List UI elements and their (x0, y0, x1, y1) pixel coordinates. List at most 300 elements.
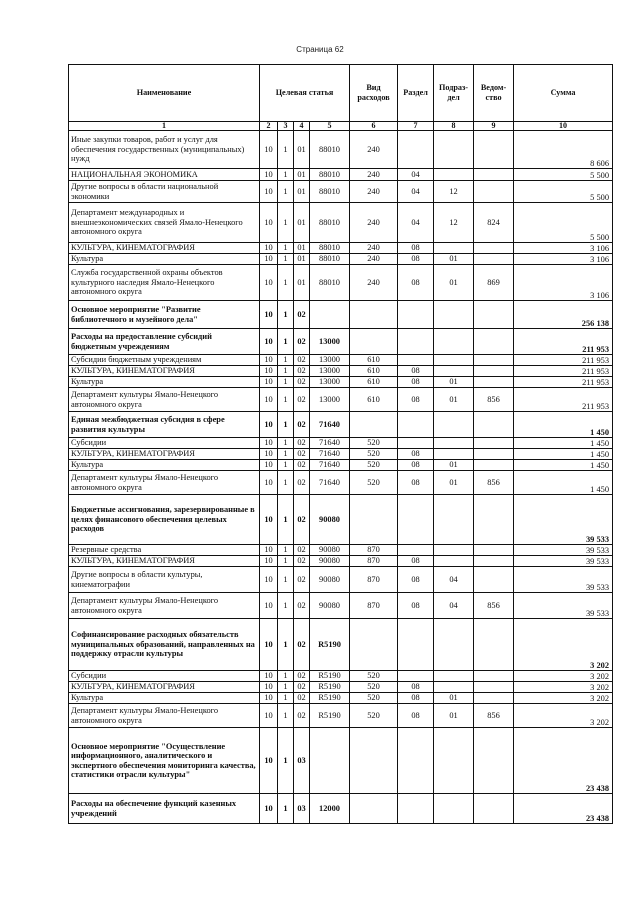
row-subsection (434, 243, 474, 254)
row-target-direction: 71640 (310, 412, 350, 438)
row-sum: 211 953 (514, 355, 613, 366)
row-department: 869 (474, 265, 514, 301)
row-target-event: 01 (294, 131, 310, 169)
table-row (69, 704, 613, 728)
row-target-event: 03 (294, 728, 310, 794)
row-target-direction: 13000 (310, 388, 350, 412)
row-target-event: 02 (294, 556, 310, 567)
row-target-subprogram: 1 (278, 704, 294, 728)
row-expense-type: 240 (350, 203, 398, 243)
row-target-event: 02 (294, 704, 310, 728)
row-sum: 1 450 (514, 471, 613, 495)
row-target-direction: 88010 (310, 265, 350, 301)
row-name: Культура (69, 460, 260, 471)
row-target-program: 10 (260, 366, 278, 377)
table-row (69, 567, 613, 593)
header-target: Целевая статья (260, 65, 350, 122)
row-department (474, 243, 514, 254)
row-subsection: 01 (434, 704, 474, 728)
row-section (398, 545, 434, 556)
row-target-event: 02 (294, 449, 310, 460)
row-target-event: 02 (294, 438, 310, 449)
row-sum: 39 533 (514, 545, 613, 556)
row-sum: 5 500 (514, 181, 613, 203)
row-target-event: 02 (294, 619, 310, 671)
table-row (69, 366, 613, 377)
row-department (474, 169, 514, 181)
row-target-subprogram: 1 (278, 671, 294, 682)
row-name: Департамент культуры Ямало-Ненецкого автономного округа (69, 704, 260, 728)
row-expense-type: 240 (350, 169, 398, 181)
row-subsection (434, 545, 474, 556)
row-section: 08 (398, 377, 434, 388)
row-subsection: 01 (434, 265, 474, 301)
row-department (474, 366, 514, 377)
table-row (69, 693, 613, 704)
row-target-program: 10 (260, 169, 278, 181)
row-name: Субсидии бюджетным учреждениям (69, 355, 260, 366)
row-target-direction: 90080 (310, 593, 350, 619)
table-row (69, 449, 613, 460)
row-target-program: 10 (260, 471, 278, 495)
row-expense-type: 520 (350, 704, 398, 728)
row-sum: 8 606 (514, 131, 613, 169)
column-number: 10 (514, 122, 613, 131)
row-target-direction: R5190 (310, 682, 350, 693)
header-name: Наименование (69, 65, 260, 122)
table-row (69, 671, 613, 682)
column-number: 2 (260, 122, 278, 131)
row-target-direction: 13000 (310, 377, 350, 388)
row-section (398, 329, 434, 355)
row-sum: 3 202 (514, 693, 613, 704)
row-target-subprogram: 1 (278, 203, 294, 243)
row-target-program: 10 (260, 438, 278, 449)
row-department (474, 619, 514, 671)
header-section: Раздел (398, 65, 434, 122)
table-row (69, 556, 613, 567)
row-target-event: 01 (294, 169, 310, 181)
row-section (398, 438, 434, 449)
row-target-direction: 90080 (310, 567, 350, 593)
table-row (69, 181, 613, 203)
row-target-event: 02 (294, 412, 310, 438)
row-department (474, 495, 514, 545)
table-row (69, 682, 613, 693)
row-expense-type: 240 (350, 265, 398, 301)
row-target-program: 10 (260, 377, 278, 388)
row-target-direction: 90080 (310, 495, 350, 545)
table-row (69, 131, 613, 169)
row-target-event: 01 (294, 203, 310, 243)
row-target-program: 10 (260, 545, 278, 556)
row-sum: 256 138 (514, 301, 613, 329)
row-name: Культура (69, 254, 260, 265)
row-subsection (434, 671, 474, 682)
row-subsection: 04 (434, 593, 474, 619)
column-number: 8 (434, 122, 474, 131)
row-target-direction: R5190 (310, 704, 350, 728)
table-row (69, 377, 613, 388)
row-target-subprogram: 1 (278, 181, 294, 203)
row-expense-type: 240 (350, 181, 398, 203)
row-section: 04 (398, 181, 434, 203)
row-target-subprogram: 1 (278, 366, 294, 377)
row-target-program: 10 (260, 203, 278, 243)
row-sum: 1 450 (514, 438, 613, 449)
row-section: 08 (398, 693, 434, 704)
row-sum: 23 438 (514, 728, 613, 794)
row-sum: 5 500 (514, 169, 613, 181)
row-target-event: 02 (294, 377, 310, 388)
row-target-direction: 13000 (310, 329, 350, 355)
table-row (69, 495, 613, 545)
row-name: Основное мероприятие "Развитие библиотечного и музейного дела" (69, 301, 260, 329)
row-sum: 5 500 (514, 203, 613, 243)
column-number: 4 (294, 122, 310, 131)
budget-table (68, 64, 613, 824)
row-department (474, 794, 514, 824)
row-department (474, 693, 514, 704)
row-subsection (434, 682, 474, 693)
row-target-subprogram: 1 (278, 682, 294, 693)
header-sum: Сумма (514, 65, 613, 122)
table-row (69, 203, 613, 243)
row-target-program: 10 (260, 693, 278, 704)
row-target-program: 10 (260, 704, 278, 728)
row-section (398, 131, 434, 169)
row-sum: 39 533 (514, 567, 613, 593)
row-sum: 3 106 (514, 254, 613, 265)
row-subsection (434, 619, 474, 671)
row-target-program: 10 (260, 556, 278, 567)
row-name: Департамент культуры Ямало-Ненецкого автономного округа (69, 593, 260, 619)
table-row (69, 545, 613, 556)
row-name: Служба государственной охраны объектов культурного наследия Ямало-Ненецкого автономного округа (69, 265, 260, 301)
row-name: Культура (69, 377, 260, 388)
row-target-program: 10 (260, 329, 278, 355)
row-subsection (434, 301, 474, 329)
row-section (398, 728, 434, 794)
table-row (69, 169, 613, 181)
row-target-direction: 88010 (310, 181, 350, 203)
row-department (474, 131, 514, 169)
row-expense-type (350, 728, 398, 794)
row-target-event: 02 (294, 545, 310, 556)
row-expense-type: 520 (350, 693, 398, 704)
row-target-event: 01 (294, 254, 310, 265)
row-department: 856 (474, 471, 514, 495)
row-expense-type: 610 (350, 355, 398, 366)
row-section: 08 (398, 704, 434, 728)
row-expense-type: 610 (350, 377, 398, 388)
row-target-subprogram: 1 (278, 495, 294, 545)
column-number: 6 (350, 122, 398, 131)
row-subsection (434, 131, 474, 169)
row-department (474, 254, 514, 265)
row-department: 824 (474, 203, 514, 243)
row-target-event: 01 (294, 243, 310, 254)
row-subsection (434, 329, 474, 355)
row-name: Расходы на обеспечение функций казенных учреждений (69, 794, 260, 824)
row-target-subprogram: 1 (278, 794, 294, 824)
row-target-event: 02 (294, 471, 310, 495)
table-row (69, 243, 613, 254)
row-section: 08 (398, 556, 434, 567)
row-target-subprogram: 1 (278, 593, 294, 619)
row-target-event: 02 (294, 460, 310, 471)
row-target-program: 10 (260, 728, 278, 794)
row-name: Субсидии (69, 438, 260, 449)
row-name: КУЛЬТУРА, КИНЕМАТОГРАФИЯ (69, 556, 260, 567)
row-subsection: 01 (434, 254, 474, 265)
row-target-subprogram: 1 (278, 412, 294, 438)
row-target-event: 02 (294, 682, 310, 693)
row-expense-type: 870 (350, 567, 398, 593)
row-expense-type (350, 412, 398, 438)
table-row (69, 471, 613, 495)
row-target-event: 03 (294, 794, 310, 824)
row-target-program: 10 (260, 449, 278, 460)
row-target-program: 10 (260, 243, 278, 254)
row-sum: 211 953 (514, 377, 613, 388)
row-subsection (434, 355, 474, 366)
row-target-program: 10 (260, 567, 278, 593)
row-section: 04 (398, 203, 434, 243)
row-target-subprogram: 1 (278, 169, 294, 181)
row-subsection (434, 169, 474, 181)
column-number: 3 (278, 122, 294, 131)
row-target-event: 01 (294, 181, 310, 203)
row-expense-type: 870 (350, 593, 398, 619)
row-target-direction: 71640 (310, 449, 350, 460)
row-target-subprogram: 1 (278, 377, 294, 388)
row-expense-type (350, 794, 398, 824)
row-subsection: 01 (434, 693, 474, 704)
column-number-row (69, 122, 613, 131)
row-target-program: 10 (260, 671, 278, 682)
row-name: КУЛЬТУРА, КИНЕМАТОГРАФИЯ (69, 682, 260, 693)
column-number: 9 (474, 122, 514, 131)
row-target-direction: 71640 (310, 471, 350, 495)
row-department (474, 460, 514, 471)
table-row (69, 728, 613, 794)
row-department (474, 449, 514, 460)
row-department (474, 728, 514, 794)
row-target-subprogram: 1 (278, 355, 294, 366)
row-target-subprogram: 1 (278, 265, 294, 301)
row-target-program: 10 (260, 619, 278, 671)
row-name: НАЦИОНАЛЬНАЯ ЭКОНОМИКА (69, 169, 260, 181)
row-target-direction: 90080 (310, 556, 350, 567)
row-target-direction (310, 728, 350, 794)
table-row (69, 355, 613, 366)
row-department (474, 556, 514, 567)
header-expense-type: Вид расходов (350, 65, 398, 122)
row-expense-type (350, 495, 398, 545)
row-department: 856 (474, 593, 514, 619)
row-name: КУЛЬТУРА, КИНЕМАТОГРАФИЯ (69, 243, 260, 254)
row-sum: 3 202 (514, 704, 613, 728)
row-section: 08 (398, 265, 434, 301)
row-subsection (434, 366, 474, 377)
row-sum: 1 450 (514, 460, 613, 471)
row-target-direction: R5190 (310, 693, 350, 704)
header-row (69, 65, 613, 122)
row-department (474, 412, 514, 438)
row-target-event: 01 (294, 265, 310, 301)
table-row (69, 254, 613, 265)
row-target-program: 10 (260, 254, 278, 265)
row-expense-type (350, 301, 398, 329)
row-subsection (434, 556, 474, 567)
column-number: 1 (69, 122, 260, 131)
row-subsection: 12 (434, 181, 474, 203)
row-section: 08 (398, 471, 434, 495)
row-target-direction: 71640 (310, 460, 350, 471)
row-target-event: 02 (294, 355, 310, 366)
page-number: Страница 62 (296, 45, 344, 54)
row-target-subprogram: 1 (278, 567, 294, 593)
row-department (474, 329, 514, 355)
row-department (474, 181, 514, 203)
row-section: 04 (398, 169, 434, 181)
row-target-event: 02 (294, 693, 310, 704)
row-sum: 39 533 (514, 593, 613, 619)
row-expense-type: 870 (350, 545, 398, 556)
row-sum: 39 533 (514, 495, 613, 545)
row-department (474, 671, 514, 682)
row-target-event: 02 (294, 671, 310, 682)
column-number: 7 (398, 122, 434, 131)
row-target-subprogram: 1 (278, 460, 294, 471)
row-target-direction: 88010 (310, 243, 350, 254)
row-sum: 23 438 (514, 794, 613, 824)
row-sum: 211 953 (514, 329, 613, 355)
row-section (398, 355, 434, 366)
table-row (69, 619, 613, 671)
row-department (474, 355, 514, 366)
row-sum: 3 106 (514, 243, 613, 254)
row-section: 08 (398, 682, 434, 693)
row-subsection: 04 (434, 567, 474, 593)
row-sum: 1 450 (514, 449, 613, 460)
row-name: Культура (69, 693, 260, 704)
row-expense-type: 520 (350, 671, 398, 682)
row-name: Бюджетные ассигнования, зарезервированные в целях финансового обеспечения целевых расходов (69, 495, 260, 545)
row-target-direction: 88010 (310, 203, 350, 243)
column-number: 5 (310, 122, 350, 131)
row-subsection (434, 438, 474, 449)
row-section: 08 (398, 254, 434, 265)
row-section: 08 (398, 593, 434, 619)
row-section (398, 619, 434, 671)
row-expense-type: 520 (350, 471, 398, 495)
row-expense-type: 240 (350, 131, 398, 169)
row-target-program: 10 (260, 593, 278, 619)
row-target-direction: R5190 (310, 619, 350, 671)
row-target-direction: 88010 (310, 254, 350, 265)
row-target-direction: 13000 (310, 366, 350, 377)
row-section (398, 794, 434, 824)
row-department (474, 545, 514, 556)
row-subsection (434, 794, 474, 824)
row-target-event: 02 (294, 329, 310, 355)
table-row (69, 460, 613, 471)
row-target-program: 10 (260, 412, 278, 438)
row-expense-type: 520 (350, 449, 398, 460)
row-section: 08 (398, 243, 434, 254)
row-target-event: 02 (294, 567, 310, 593)
row-name: Другие вопросы в области национальной экономики (69, 181, 260, 203)
row-name: Основное мероприятие "Осуществление информационного, аналитического и экспертного обеспечения мониторинга качества, статистики отрасли культуры" (69, 728, 260, 794)
row-target-program: 10 (260, 495, 278, 545)
table-row (69, 329, 613, 355)
row-subsection: 01 (434, 460, 474, 471)
header-subsection: Подраз-дел (434, 65, 474, 122)
row-name: КУЛЬТУРА, КИНЕМАТОГРАФИЯ (69, 449, 260, 460)
row-target-direction: 88010 (310, 169, 350, 181)
table-row (69, 301, 613, 329)
row-name: Департамент культуры Ямало-Ненецкого автономного округа (69, 388, 260, 412)
row-name: Иные закупки товаров, работ и услуг для обеспечения государственных (муниципальных) нужд (69, 131, 260, 169)
row-section (398, 671, 434, 682)
row-name: Единая межбюджетная субсидия в сфере развития культуры (69, 412, 260, 438)
row-subsection: 01 (434, 471, 474, 495)
row-target-subprogram: 1 (278, 545, 294, 556)
row-department (474, 301, 514, 329)
row-section: 08 (398, 366, 434, 377)
row-section (398, 412, 434, 438)
row-department (474, 567, 514, 593)
row-name: Расходы на предоставление субсидий бюджетным учреждениям (69, 329, 260, 355)
row-target-direction: R5190 (310, 671, 350, 682)
row-sum: 3 202 (514, 619, 613, 671)
row-target-direction: 71640 (310, 438, 350, 449)
row-expense-type: 610 (350, 388, 398, 412)
row-sum: 3 202 (514, 671, 613, 682)
row-target-direction (310, 301, 350, 329)
row-target-program: 10 (260, 460, 278, 471)
row-section (398, 301, 434, 329)
row-target-subprogram: 1 (278, 728, 294, 794)
row-expense-type: 520 (350, 460, 398, 471)
row-subsection (434, 728, 474, 794)
row-target-subprogram: 1 (278, 471, 294, 495)
row-department (474, 377, 514, 388)
row-subsection: 01 (434, 388, 474, 412)
row-sum: 211 953 (514, 366, 613, 377)
row-target-subprogram: 1 (278, 693, 294, 704)
row-target-subprogram: 1 (278, 438, 294, 449)
row-target-program: 10 (260, 301, 278, 329)
row-target-subprogram: 1 (278, 131, 294, 169)
row-section: 08 (398, 388, 434, 412)
row-sum: 3 106 (514, 265, 613, 301)
table-row (69, 412, 613, 438)
row-sum: 39 533 (514, 556, 613, 567)
row-subsection (434, 495, 474, 545)
table-row (69, 794, 613, 824)
row-expense-type: 520 (350, 682, 398, 693)
row-expense-type: 520 (350, 438, 398, 449)
row-section: 08 (398, 460, 434, 471)
row-name: Софинансирование расходных обязательств муниципальных образований, направленных на поддержку отрасли культуры (69, 619, 260, 671)
row-name: Резервные средства (69, 545, 260, 556)
row-target-event: 02 (294, 593, 310, 619)
header-department: Ведом-ство (474, 65, 514, 122)
table-row (69, 438, 613, 449)
